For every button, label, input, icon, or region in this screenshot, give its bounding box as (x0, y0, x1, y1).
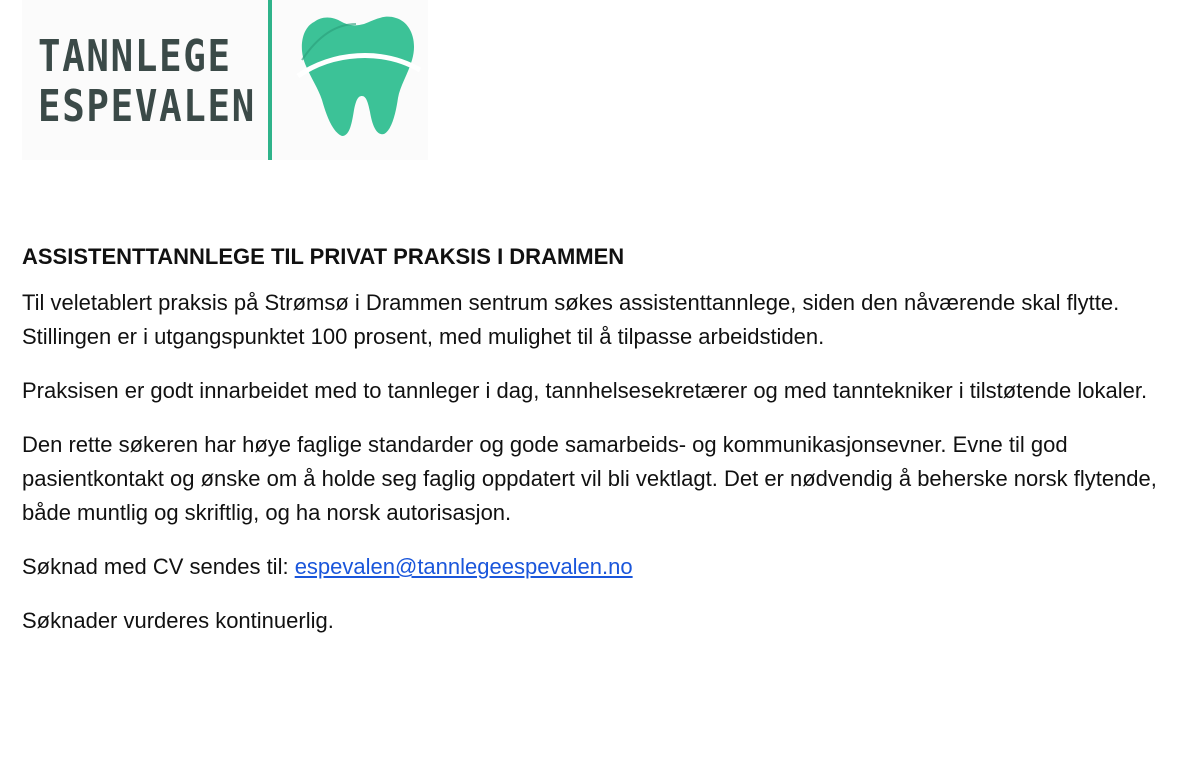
logo-line-1: TANNLEGE (38, 31, 232, 82)
ad-closing: Søknader vurderes kontinuerlig. (22, 608, 334, 633)
logo-line-2: ESPEVALEN (38, 81, 256, 132)
ad-paragraph-requirements: Den rette søkeren har høye faglige standarder og gode samarbeids- og kommunikasjonsevner. Evne til god pasientkontakt og ønske om å holde seg faglig oppdatert vil bli vektlagt. Det er nødvendig å beherske norsk flytende, både muntlig og skriftlig, og ha norsk autorisasjon. (22, 432, 1157, 525)
email-link[interactable]: espevalen@tannlegeespevalen.no (294, 554, 633, 579)
ad-paragraph-practice: Praksisen er godt innarbeidet med to tannleger i dag, tannhelsesekretærer og med tanntekniker i tilstøtende lokaler. (22, 378, 1148, 403)
logo-wordmark (38, 32, 258, 132)
application-line (22, 550, 1182, 584)
tooth-icon (292, 4, 422, 144)
logo (22, 0, 428, 160)
ad-paragraph-intro: Til veletablert praksis på Strømsø i Drammen sentrum søkes assistenttannlege, siden den nåværende skal flytte. Stillingen er i utgangspunktet 100 prosent, med mulighet til å tilpasse arbeidstiden. (22, 290, 1120, 349)
logo-divider (268, 0, 272, 160)
job-ad (22, 240, 1182, 658)
application-label: Søknad med CV sendes til: (22, 554, 295, 579)
ad-title: ASSISTENTTANNLEGE TIL PRIVAT PRAKSIS I DRAMMEN (22, 244, 625, 269)
